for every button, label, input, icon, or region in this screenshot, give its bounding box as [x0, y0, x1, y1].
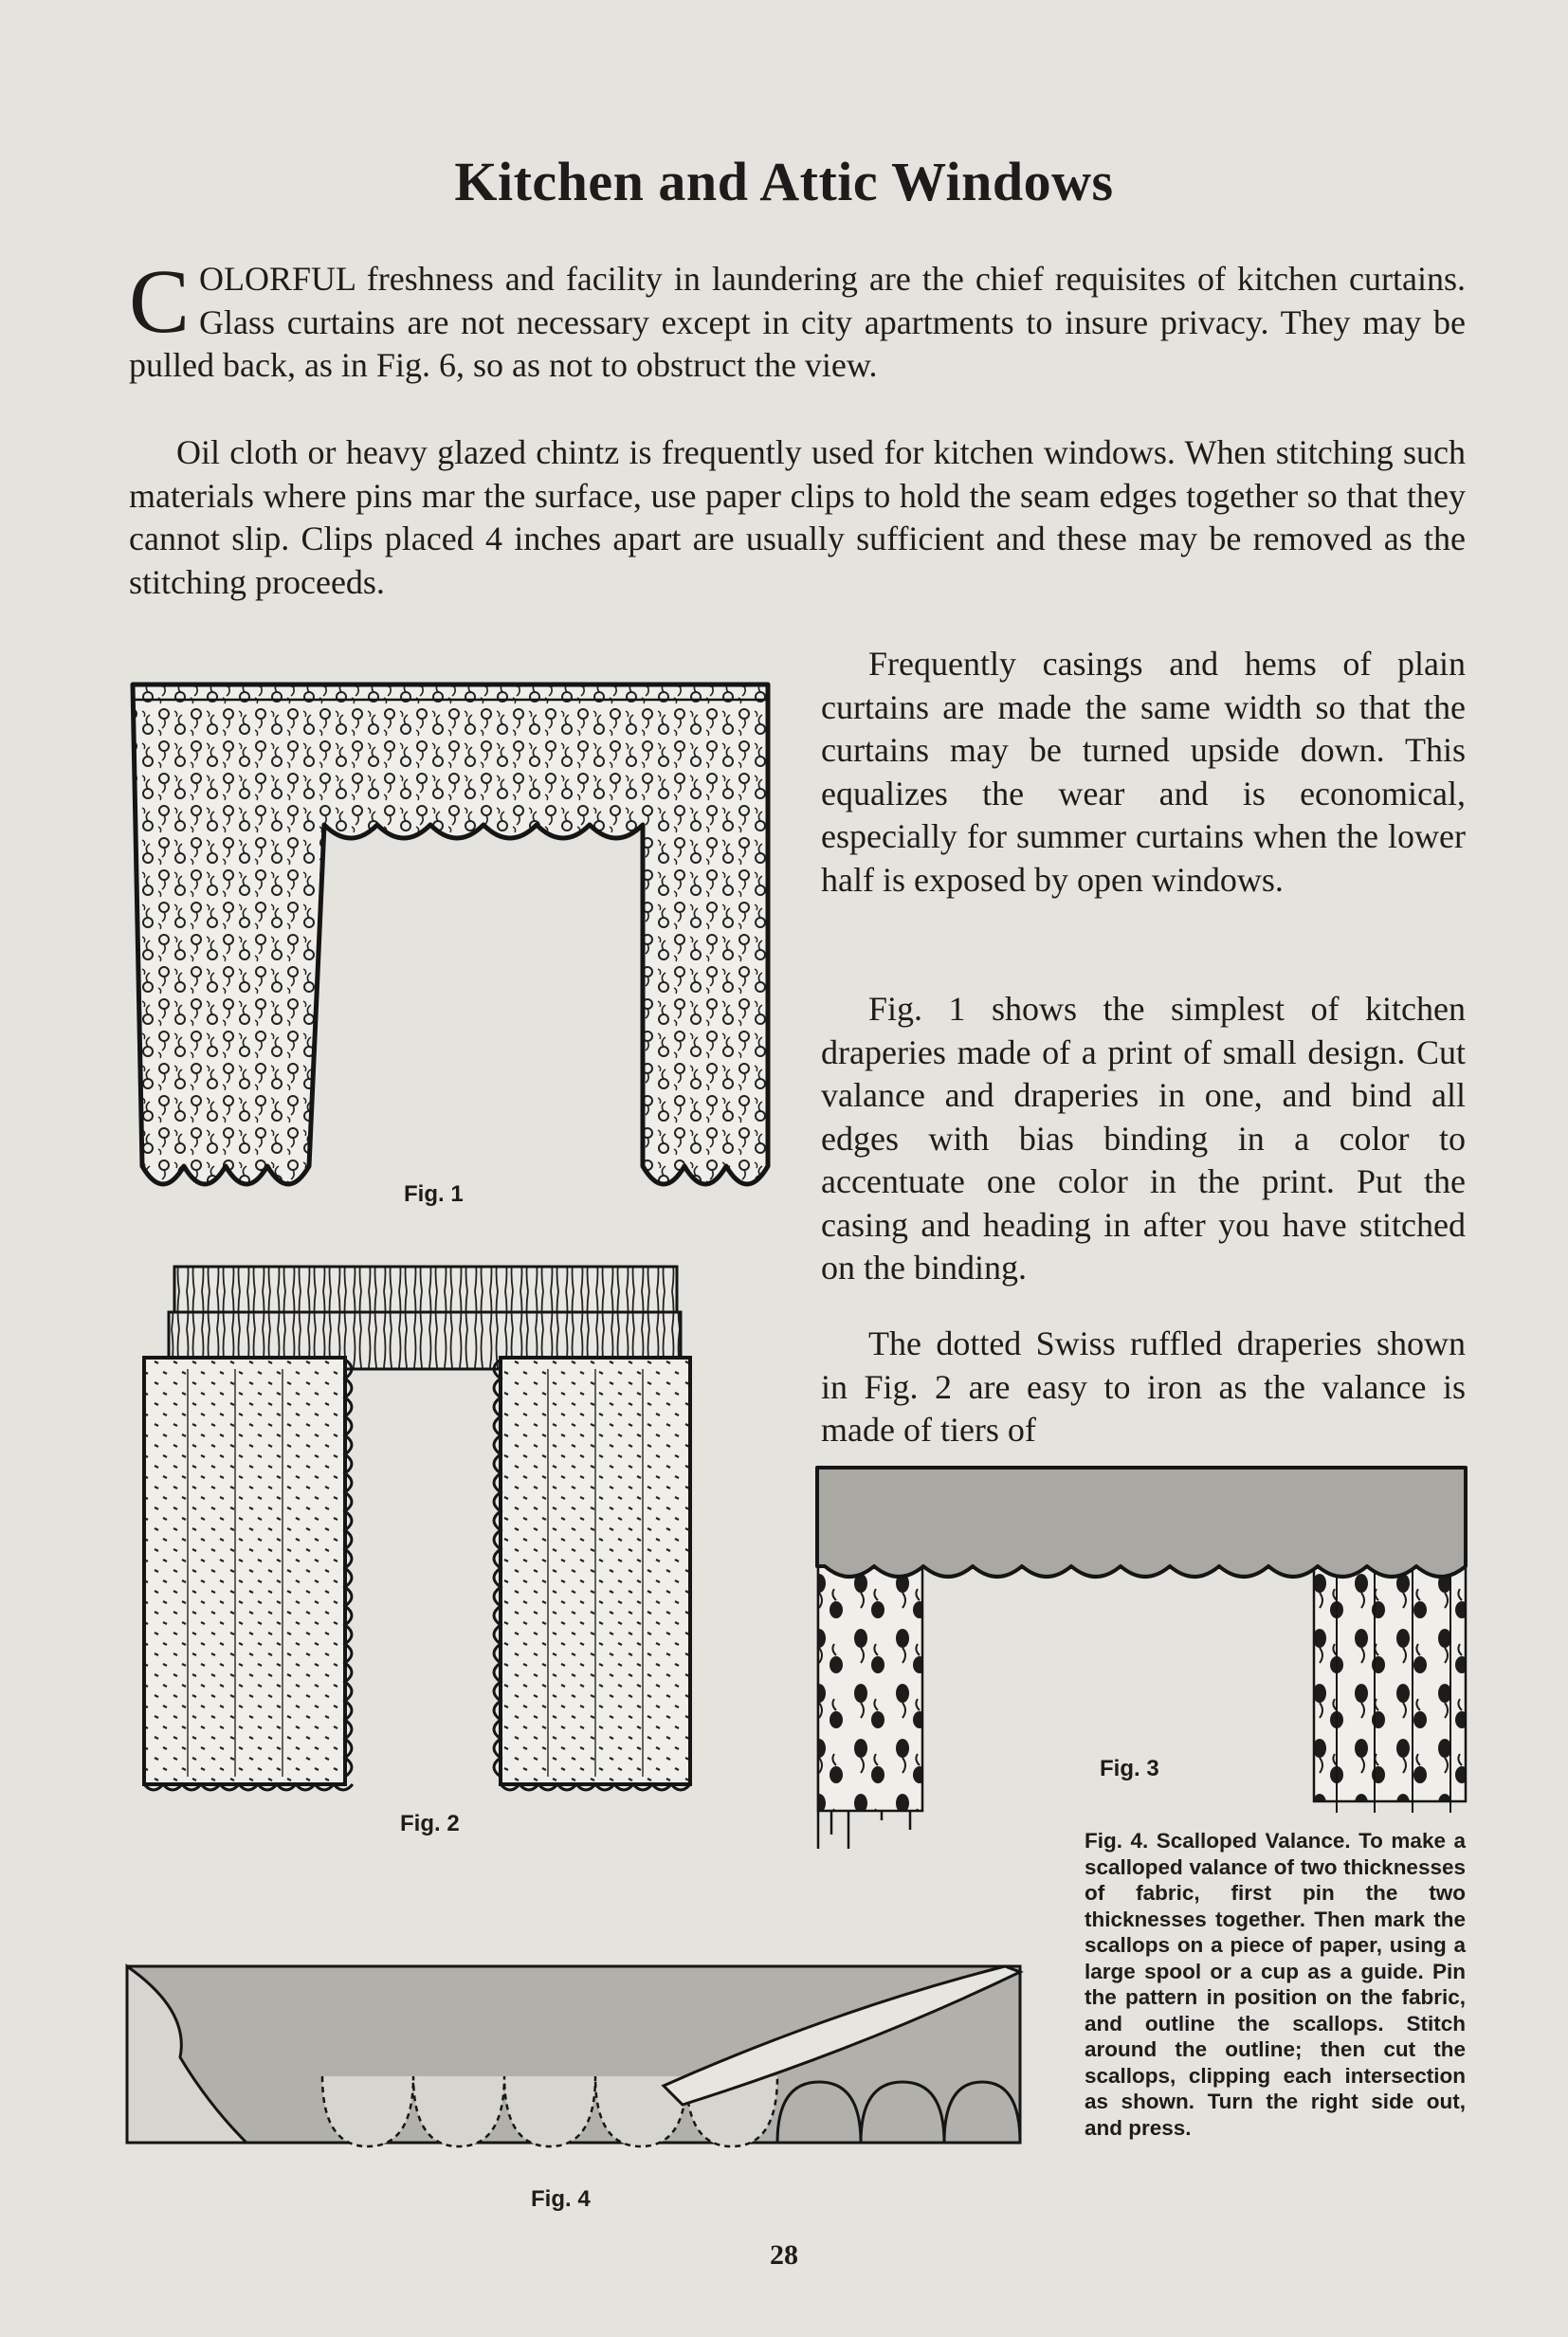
fig1-label: Fig. 1	[404, 1181, 464, 1207]
fig4-illustration	[123, 1953, 1033, 2171]
fig2-label: Fig. 2	[400, 1811, 460, 1836]
fig2-illustration	[131, 1253, 719, 1813]
paragraph-oil-cloth: Oil cloth or heavy glazed chintz is frequently used for kitchen windows. When stitching such materials where pins mar the surface, use paper clips to hold the seam edges together so that they cannot slip. Clips placed 4 inches apart are usually sufficient and these may be removed as the stitching proceeds.	[129, 433, 1466, 601]
fig3-illustration	[806, 1460, 1479, 1868]
fig4-label: Fig. 4	[531, 2186, 591, 2212]
page-number: 28	[770, 2239, 798, 2271]
paragraph-intro	[129, 250, 1466, 388]
fig3-label: Fig. 3	[1100, 1756, 1159, 1781]
paragraph-casings: Frequently casings and hems of plain curtains are made the same width so that the curtains may be turned upside down. This equalizes the wear and is economical, especially for summer curtains when the lower half is exposed by open windows.	[821, 645, 1466, 899]
fig4-caption: Fig. 4. Scalloped Valance. To make a scalloped valance of two thicknesses of fabric, first pin the two thicknesses together. Then mark the scallops on a piece of paper, using a large spool or a cup as a guide. Pin the pattern in position on the fabric, and outline the scallops. Stitch around the outline; then cut the scallops, clipping each intersection as shown. Turn the right side out, and press.	[1085, 1829, 1466, 2140]
paragraph-fig2-description: The dotted Swiss ruffled draperies shown in Fig. 2 are easy to iron as the valance is made of tiers of	[821, 1324, 1466, 1449]
paragraph-intro-text: OLORFUL freshness and facility in laundering are the chief requisites of kitchen curtains. Glass curtains are not necessary except in city apartments to insure privacy. They may be pulled back, as in Fig. 6, so as not to obstruct the view.	[129, 260, 1466, 384]
page-title: Kitchen and Attic Windows	[454, 151, 1114, 212]
paragraph-fig1-description: Fig. 1 shows the simplest of kitchen draperies made of a print of small design. Cut valance and draperies in one, and bind all edges with bias binding in a color to accentuate one color in the print. Put the casing and heading in after you have stitched on the binding.	[821, 990, 1466, 1287]
fig1-illustration	[123, 673, 787, 1204]
drop-cap: C	[129, 250, 191, 352]
